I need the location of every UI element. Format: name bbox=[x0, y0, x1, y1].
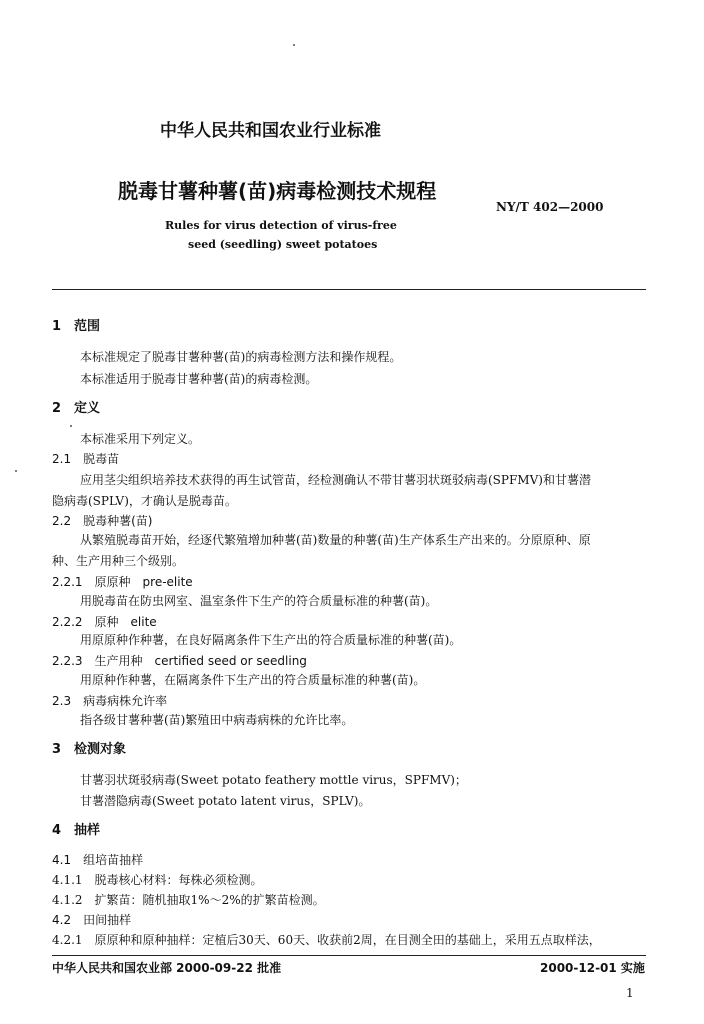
footer-divider bbox=[52, 955, 646, 956]
section-2-2-3-para: 用原种作种薯，在隔离条件下生产出的符合质量标准的种薯(苗)。 bbox=[80, 673, 426, 687]
section-4-1-1: 4.1.1 脱毒核心材料：每株必须检测。 bbox=[52, 873, 263, 887]
section-2-1-heading: 2.1 脱毒苗 bbox=[52, 452, 120, 466]
section-2-2-para-line1: 从繁殖脱毒苗开始，经逐代繁殖增加种薯(苗)数量的种薯(苗)生产体系生产出来的。分原原种、原 bbox=[80, 533, 591, 547]
scan-speck bbox=[15, 470, 17, 472]
section-1-para-1: 本标准规定了脱毒甘薯种薯(苗)的病毒检测方法和操作规程。 bbox=[80, 350, 402, 364]
page-number: 1 bbox=[626, 986, 634, 1000]
english-title-line2: seed (seedling) sweet potatoes bbox=[188, 238, 378, 251]
section-2-2-1-heading: 2.2.1 原原种 pre-elite bbox=[52, 575, 193, 589]
section-4-1-2: 4.1.2 扩繁苗：随机抽取1%～2%的扩繁苗检测。 bbox=[52, 893, 325, 907]
scan-speck bbox=[293, 44, 295, 46]
document-number: NY/T 402—2000 bbox=[496, 200, 604, 214]
section-2-2-2-heading: 2.2.2 原种 elite bbox=[52, 615, 157, 629]
section-2-2-para-line2: 种、生产用种三个级别。 bbox=[52, 554, 185, 568]
section-2-2-heading: 2.2 脱毒种薯(苗) bbox=[52, 514, 153, 528]
english-title-line1: Rules for virus detection of virus-free bbox=[165, 219, 397, 232]
section-2-2-3-heading: 2.2.3 生产用种 certified seed or seedling bbox=[52, 654, 307, 668]
section-4-2-heading: 4.2 田间抽样 bbox=[52, 913, 132, 927]
section-2-1-para-line1: 应用茎尖组织培养技术获得的再生试管苗，经检测确认不带甘薯羽状斑驳病毒(SPFMV)和甘薯潜 bbox=[80, 473, 591, 487]
section-2-1-para-line2: 隐病毒(SPLV)，才确认是脱毒苗。 bbox=[52, 494, 237, 508]
section-2-2-2-para: 用原原种作种薯，在良好隔离条件下生产出的符合质量标准的种薯(苗)。 bbox=[80, 633, 462, 647]
section-4-heading: 4 抽样 bbox=[52, 823, 101, 838]
section-4-1-heading: 4.1 组培苗抽样 bbox=[52, 853, 144, 867]
section-1-heading: 1 范围 bbox=[52, 319, 101, 334]
section-2-para-1: 本标准采用下列定义。 bbox=[80, 432, 201, 446]
scan-speck bbox=[70, 425, 72, 427]
national-standard-title: 中华人民共和国农业行业标准 bbox=[160, 121, 381, 141]
header-divider bbox=[52, 289, 646, 290]
footer-effective-date: 2000-12-01 实施 bbox=[540, 961, 645, 975]
section-2-heading: 2 定义 bbox=[52, 401, 101, 416]
section-2-2-1-para: 用脱毒苗在防虫网室、温室条件下生产的符合质量标准的种薯(苗)。 bbox=[80, 594, 438, 608]
section-3-item-2: 甘薯潜隐病毒(Sweet potato latent virus，SPLV)。 bbox=[80, 794, 371, 808]
document-title: 脱毒甘薯种薯(苗)病毒检测技术规程 bbox=[118, 179, 437, 203]
section-4-2-1: 4.2.1 原原种和原种抽样：定植后30天、60天、收获前2周，在目测全田的基础上，采用五点取样法， bbox=[52, 933, 601, 947]
section-2-3-heading: 2.3 病毒病株允许率 bbox=[52, 694, 168, 708]
section-2-3-para: 指各级甘薯种薯(苗)繁殖田中病毒病株的允许比率。 bbox=[80, 713, 354, 727]
section-3-item-1: 甘薯羽状斑驳病毒(Sweet potato feathery mottle virus，SPFMV)； bbox=[80, 773, 467, 787]
footer-issuer: 中华人民共和国农业部 2000-09-22 批准 bbox=[52, 961, 282, 975]
section-1-para-2: 本标准适用于脱毒甘薯种薯(苗)的病毒检测。 bbox=[80, 372, 318, 386]
section-3-heading: 3 检测对象 bbox=[52, 742, 127, 757]
